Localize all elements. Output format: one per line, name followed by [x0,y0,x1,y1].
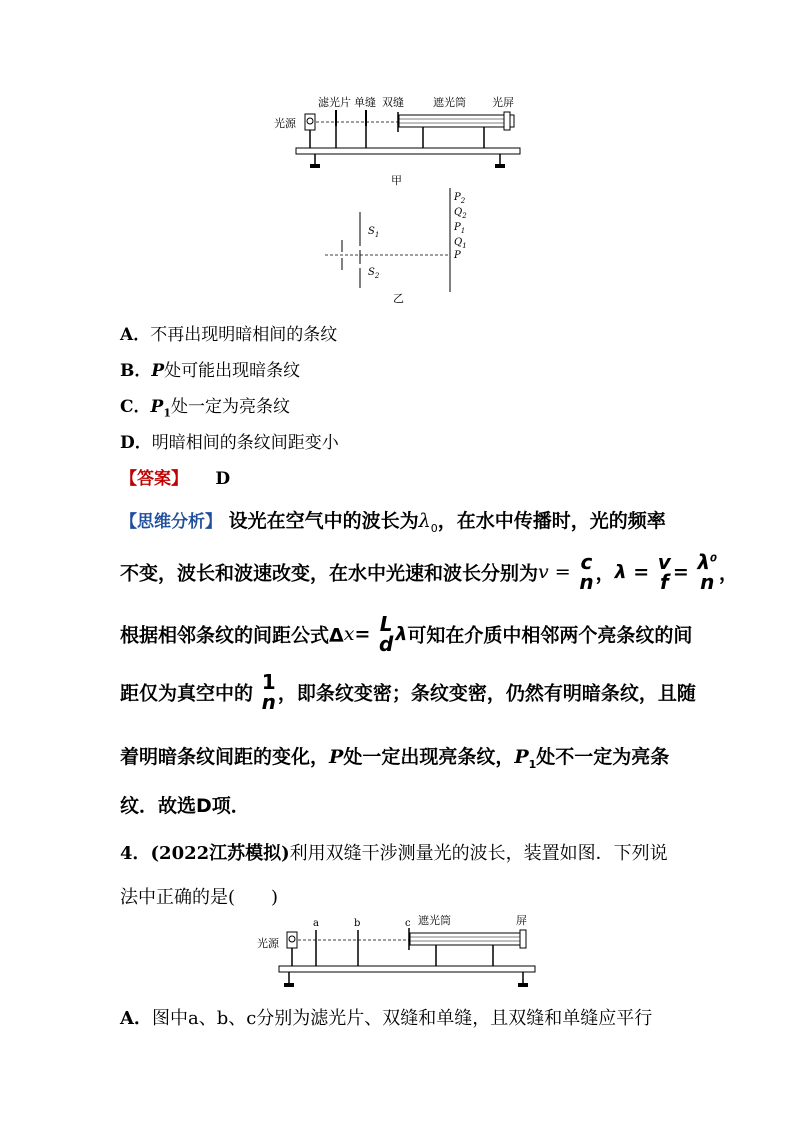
lamp-icon-q4 [287,932,297,966]
answer-line [120,464,230,489]
label-double-slit: 双缝 [382,96,404,109]
caption-jia: 甲 [391,174,402,187]
analysis-line-5: 着明暗条纹间距的变化，P处一定出现亮条纹，$P_1$处不一定为亮条 [120,746,670,771]
label-p2: $P_2$ [454,192,466,205]
answer-value: D [215,469,231,489]
option-d: D．明暗相间的条纹间距变小 [120,433,339,453]
question-source: (2022江苏模拟) [150,843,290,864]
question-number: 4． [120,843,151,864]
question-4-line-2: 法中正确的是( ) [120,887,279,908]
tube-part [398,112,514,148]
figure-q4 [255,910,540,992]
option-a: A．不再出现明暗相间的条纹 [120,325,338,345]
label-source-q4: 光源 [257,937,279,950]
optical-bench [296,148,520,168]
question-4-line-1: 4．(2022江苏模拟)利用双缝干涉测量光的波长，装置如图．下列说 [120,843,668,864]
label-tube: 遮光筒 [433,96,466,109]
analysis-line-3: 根据相邻条纹的间距公式Δx= L d λ可知在介质中相邻两个亮条纹的间 [120,612,693,656]
analysis-line-4: 距仅为真空中的 1 n ，即条纹变密；条纹变密，仍然有明暗条纹，且随 [120,670,696,714]
label-q2: $Q_2$ [454,207,467,220]
label-screen: 光屏 [492,96,514,109]
label-s2: $S_2$ [368,267,380,280]
label-a: a [313,918,319,929]
label-filter: 滤光片 [318,96,351,109]
analysis-line-1: 【思维分析】 设光在空气中的波长为$\lambda_0$，在水中传播时，光的频率 [120,510,666,535]
analysis-line-6: 纹．故选D项． [120,795,250,817]
option-b: B．P处可能出现暗条纹 [120,361,301,381]
label-b: b [354,918,361,929]
label-p1: $P_1$ [454,222,466,235]
label-source: 光源 [274,117,296,130]
label-q1: $Q_1$ [454,237,467,250]
label-single-slit: 单缝 [354,96,376,109]
label-c: c [405,918,411,929]
answer-tag: 【答案】 [120,469,188,489]
label-s1: $S_1$ [368,226,380,239]
q4-option-a: A．图中a、b、c分别为滤光片、双缝和单缝，且双缝和单缝应平行 [120,1008,653,1029]
analysis-tag: 【思维分析】 [120,512,222,532]
option-c: C．$P_1$处一定为亮条纹 [120,397,290,420]
label-p: P [454,250,461,261]
figure-yi [320,188,480,306]
lamp-icon [305,114,315,148]
caption-yi: 乙 [393,292,404,305]
figure-jia [270,90,530,190]
analysis-line-2: 不变，波长和波速改变，在水中光速和波长分别为v = c n ，λ = v f = $\lambda^0$ n ， [120,550,739,594]
label-screen-q4: 屏 [516,914,527,927]
label-tube-q4: 遮光筒 [418,914,451,927]
